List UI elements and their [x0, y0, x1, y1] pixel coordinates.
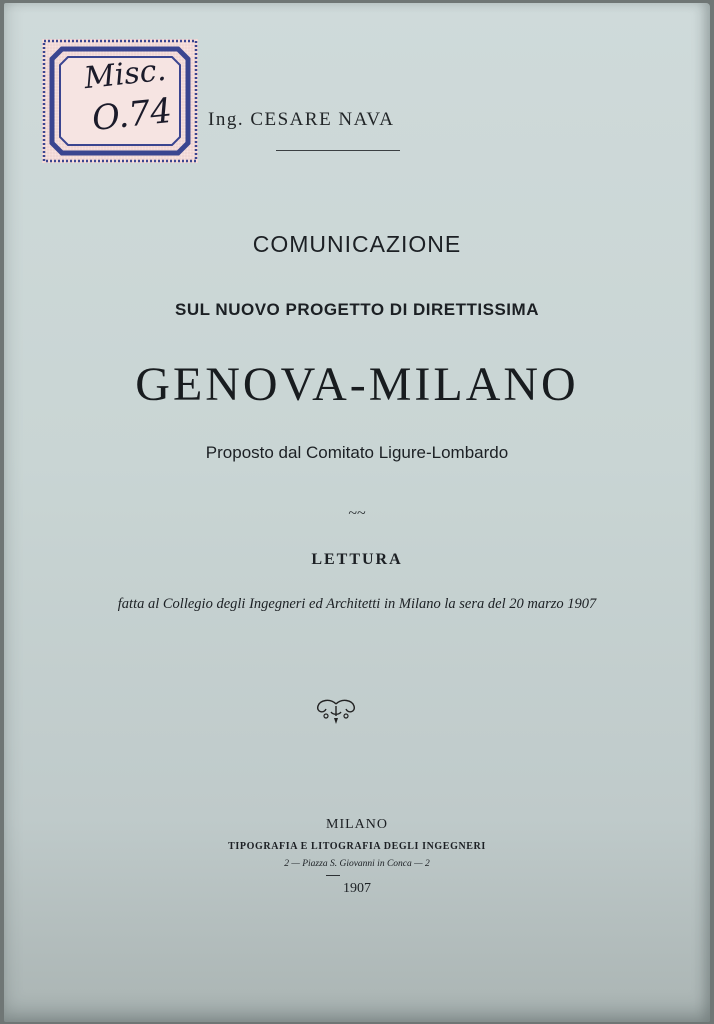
- label-shelf-line-2: O.74: [90, 90, 174, 140]
- title-line-1: COMUNICAZIONE: [252, 231, 462, 257]
- title-main: GENOVA-MILANO: [135, 358, 579, 411]
- imprint-printer: TIPOGRAFIA E LITOGRAFIA DEGLI INGEGNERI: [228, 841, 486, 852]
- author-rule: [276, 150, 400, 151]
- title-line-2: SUL NUOVO PROGETTO DI DIRETTISSIMA: [175, 300, 539, 319]
- pamphlet-cover: [4, 3, 710, 1022]
- imprint-address: 2 — Piazza S. Giovanni in Conca — 2: [284, 859, 430, 869]
- swash-ornament: ~~: [348, 505, 366, 522]
- lecture-subtitle: fatta al Collegio degli Ingegneri ed Architetti in Milano la sera del 20 marzo 1907: [117, 596, 597, 612]
- title-line-4: Proposto dal Comitato Ligure-Lombardo: [205, 443, 509, 462]
- imprint-year: 1907: [343, 881, 371, 896]
- imprint-city: MILANO: [326, 817, 388, 832]
- author-name: CESARE NAVA: [250, 109, 395, 130]
- library-shelf-label: [42, 39, 198, 163]
- label-shelf-line-1: Misc.: [82, 52, 168, 97]
- author-prefix: Ing.: [208, 109, 245, 130]
- lettura-heading: LETTURA: [311, 551, 403, 568]
- floral-ornament-icon: [312, 698, 360, 726]
- year-rule: [326, 875, 340, 876]
- author-line: [208, 109, 394, 131]
